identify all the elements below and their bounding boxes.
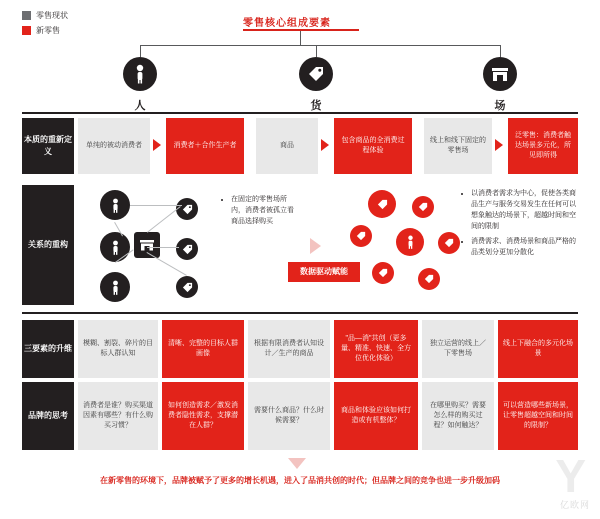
tag-icon: [299, 57, 333, 91]
row1-cell-1: 单纯的被动消费者: [78, 118, 150, 174]
row3-cell-2: 清晰、完整的目标人群画像: [162, 320, 244, 378]
tree-stem: [300, 31, 301, 45]
row-label-brand: 品牌的思考: [22, 382, 74, 450]
network-node-store: [134, 232, 160, 258]
row3-cell-1: 模糊、割裂、碎片的目标人群认知: [78, 320, 158, 378]
row4-cell-4: 商品和体验应该如何打造或有机整体？: [334, 382, 418, 450]
pillar-people: [95, 57, 185, 113]
watermark-label: 亿欧网: [559, 500, 590, 510]
tree-branch-right: [500, 45, 501, 57]
row1-arrow-2: [321, 139, 329, 151]
watermark-logo: Y: [555, 450, 586, 502]
legend-item-new: [22, 25, 68, 36]
legend-swatch-grey: [22, 11, 31, 20]
row3-cell-4: "品—消"共创（更多量、精准、快速、全方位优化体验）: [334, 320, 418, 378]
row4-cell-5: 在哪里购买？需要怎么样的购买过程？如何触达？: [422, 382, 494, 450]
page-title: 零售核心组成要素: [243, 18, 331, 29]
row3-cell-6: 线上下融合的多元化场景: [498, 320, 578, 378]
data-driven-badge: 数据驱动赋能: [288, 262, 360, 282]
row4-cell-2: 如何创造需求／激发消费者隐性需求，支撑潜在人群？: [162, 382, 244, 450]
pillar-label-goods: 货: [310, 100, 322, 112]
relations-bullet-right-2: • 消费需求、消费场景和商品严格的品类划分更加分散化: [471, 236, 578, 258]
row-label-relations: 关系的重构: [22, 185, 74, 305]
red-node-4: [438, 232, 460, 254]
store-icon: [483, 57, 517, 91]
legend-label-new: 新零售: [36, 26, 60, 35]
person-icon: [123, 57, 157, 91]
section-divider-mid: [22, 312, 578, 314]
row4-cell-3: 需要什么商品？什么时候需要？: [248, 382, 330, 450]
network-edge-1: [130, 205, 182, 206]
row-label-upgrade: 三要素的升维: [22, 320, 74, 378]
row1-cell-2: 消费者＋合作生产者: [166, 118, 244, 174]
row-label-essence: 本质的重新定义: [22, 118, 74, 174]
red-node-5: [372, 262, 394, 284]
legend-item-current: [22, 10, 68, 21]
legend: [22, 10, 68, 40]
network-node-tag-2: [176, 238, 198, 260]
tree-branch-left: [140, 45, 141, 57]
pillar-label-people: 人: [134, 100, 146, 112]
network-edge-3: [147, 247, 179, 248]
red-node-center: [396, 228, 424, 256]
red-node-1: [368, 190, 396, 218]
relations-bullets-right: [462, 188, 578, 262]
tree-branch-mid: [316, 45, 317, 57]
tree-bar: [140, 45, 500, 46]
row4-cell-1: 消费者是谁？购买渠道因素有哪些？有什么购买习惯？: [78, 382, 158, 450]
row1-arrow-1: [153, 139, 161, 151]
relations-bullet-left-1: • 在固定的零售场所内，消费者被孤立看商品选择购买: [231, 194, 300, 227]
network-node-tag-3: [176, 276, 198, 298]
relations-bullets-left: [222, 194, 300, 231]
red-node-2: [412, 196, 434, 218]
row1-cell-6: 泛零售：消费者触达场景多元化，所见即所得: [508, 118, 578, 174]
row3-cell-3: 根据有限消费者认知设计／生产的商品: [248, 320, 330, 378]
network-edge-2: [147, 206, 181, 233]
row1-cell-4: 包含商品的全消费过程体验: [334, 118, 412, 174]
network-node-left: [100, 232, 130, 262]
red-node-6: [418, 268, 440, 290]
row4-cell-6: 可以营造哪些新场景，让零售超越空间和时间的限制？: [498, 382, 578, 450]
network-node-tag-1: [176, 198, 198, 220]
conclusion-text: 在新零售的环境下，品牌被赋予了更多的增长机遇，进入了品消共创的时代；但品牌之间的竞争也进一步升级加码: [100, 476, 500, 485]
relations-bullet-right-1: • 以消费者需求为中心，促使各类商品生产与服务交易发生在任何可以想象触达的场景下，超越时间和空间的限制: [471, 188, 578, 232]
red-node-3: [350, 225, 372, 247]
section-divider-top: [22, 112, 578, 114]
title-underline: [243, 29, 359, 31]
row1-cell-5: 线上和线下固定的零售场: [424, 118, 492, 174]
conclusion-arrow: [288, 458, 306, 469]
pillar-goods: [271, 57, 361, 113]
row1-cell-3: 商品: [256, 118, 318, 174]
network-node-bottom: [100, 272, 130, 302]
pillar-place: [455, 57, 545, 113]
row3-cell-5: 独立运营的线上／下零售场: [422, 320, 494, 378]
pillar-label-place: 场: [494, 100, 506, 112]
row1-arrow-3: [495, 139, 503, 151]
legend-label-current: 零售现状: [36, 11, 68, 20]
legend-swatch-red: [22, 26, 31, 35]
data-driven-arrow: [310, 238, 321, 254]
network-node-top: [100, 190, 130, 220]
